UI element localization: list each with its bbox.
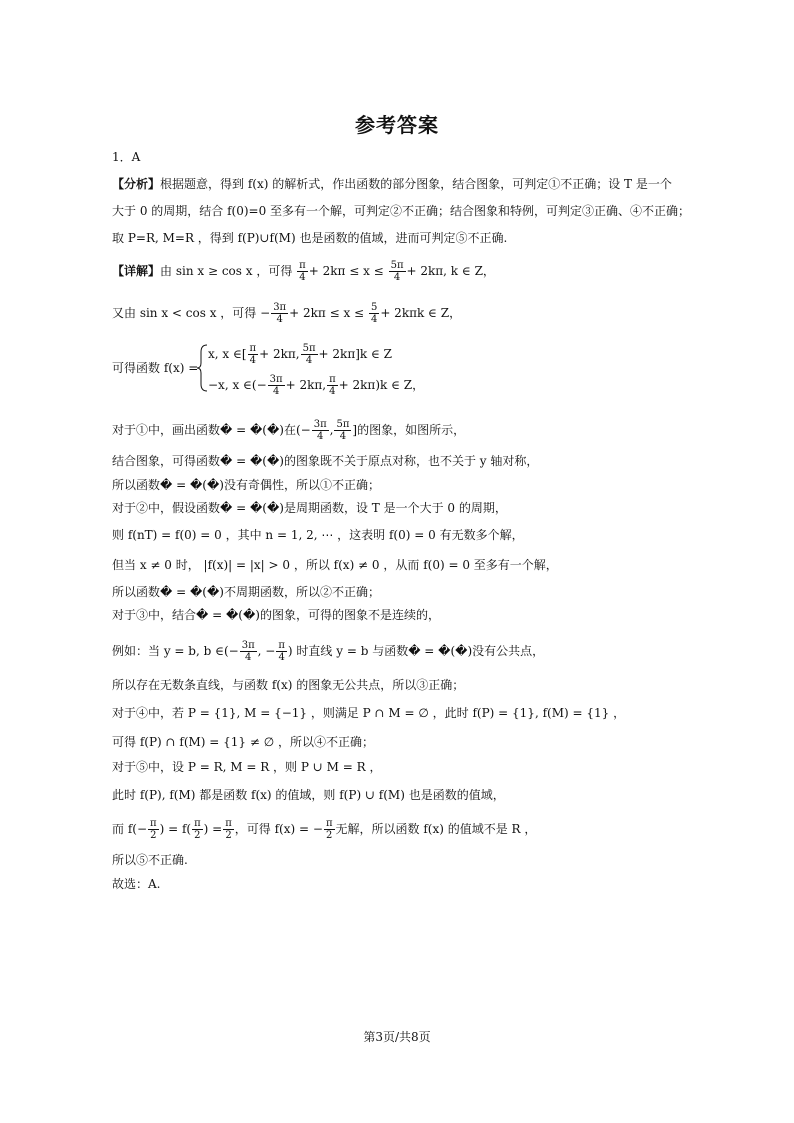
fraction: $\frac{5\pi}{4}$: [336, 419, 350, 442]
question-label: 1．A: [112, 150, 141, 164]
detail-line-12: 例如：当 y = b, b ∈(− $\frac{3\pi}{4}$ , − $\frac{\pi}{4}$ ) 时直线 y = b 与函数� = �(�)没有公共点，: [112, 640, 545, 663]
fraction: $\frac{3\pi}{4}$: [241, 640, 255, 663]
detail-label: 【详解】: [112, 264, 161, 278]
brace-icon: [195, 344, 209, 392]
detail-line-2: 又由 sin x < cos x ，可得 − $\frac{3\pi}{4}$ + 2kπ ≤ x ≤ $\frac{5}{4}$ + 2kπk ∈ Z，: [112, 302, 462, 325]
detail-line-18: 而 f(− $\frac{\pi}{2}$ ) = f( $\frac{\pi}{2}$ ) = $\frac{\pi}{2}$ ，可得 f(x) = − $\frac{\pi}{2}$ 无解，所以函数 f(x) 的值域不是 R ，: [112, 818, 537, 841]
detail-line-5: 结合图象，可得函数� = �(�)的图象既不关于原点对称，也不关于 y 轴对称，: [112, 454, 539, 468]
detail-line-14: 对于④中，若 P = {1}, M = {−1} ，则满足 P ∩ M = ∅ ，此时 f(P) = {1}, f(M) = {1} ，: [112, 706, 626, 720]
fraction: $\frac{\pi}{4}$: [278, 640, 285, 663]
detail-line-9: 但当 x ≠ 0 时， |f(x)| = |x| > 0 ，所以 f(x) ≠ 0 ，从而 f(0) = 0 至多有一个解，: [112, 558, 558, 572]
detail-line-10: 所以函数� = �(�)不周期函数，所以②不正确；: [112, 585, 380, 599]
fraction: $\frac{\pi}{4}$: [299, 260, 306, 283]
fraction: $\frac{\pi}{2}$: [150, 818, 157, 841]
fraction: $\frac{3\pi}{4}$: [269, 374, 283, 397]
analysis-line-1: 【分析】根据题意，得到 f(x) 的解析式，作出函数的部分图象，结合图象，可判定①不正确；设 T 是一个: [112, 177, 672, 191]
fraction: $\frac{5}{4}$: [370, 302, 378, 325]
detail-line-11: 对于③中，结合� = �(�)的图象，可得的图象不是连续的，: [112, 608, 440, 622]
fraction: $\frac{5\pi}{4}$: [390, 260, 404, 283]
detail-line-20: 故选：A.: [112, 877, 161, 891]
piecewise-label: 可得函数 f(x) =: [112, 361, 199, 375]
page-title: 参考答案: [355, 113, 439, 137]
analysis-line-3: 取 P=R, M=R ，得到 f(P)∪f(M) 也是函数的值域，进而可判定⑤不正确.: [112, 231, 508, 245]
detail-line-16: 对于⑤中，设 P = R, M = R ，则 P ∪ M = R ，: [112, 760, 382, 774]
detail-line-8: 则 f(nT) = f(0) = 0 ，其中 n = 1, 2, ⋯ ，这表明 f(0) = 0 有无数多个解，: [112, 528, 524, 542]
detail-line-13: 所以存在无数条直线，与函数 f(x) 的图象无公共点，所以③正确；: [112, 678, 465, 692]
detail-line-19: 所以⑤不正确.: [112, 853, 188, 867]
fraction: $\frac{\pi}{2}$: [194, 818, 201, 841]
fraction: $\frac{3\pi}{4}$: [273, 302, 287, 325]
detail-line-17: 此时 f(P), f(M) 都是函数 f(x) 的值域，则 f(P) ∪ f(M) 也是函数的值域，: [112, 788, 505, 802]
detail-line-7: 对于②中，假设函数� = �(�)是周期函数，设 T 是一个大于 0 的周期，: [112, 501, 507, 515]
analysis-line-2: 大于 0 的周期，结合 f(0)=0 至多有一个解，可判定②不正确；结合图象和特例，可判定③正确、④不正确；: [112, 204, 691, 218]
fraction: $\frac{5\pi}{4}$: [302, 343, 316, 366]
fraction: $\frac{3\pi}{4}$: [313, 419, 327, 442]
detail-line-1: 【详解】由 sin x ≥ cos x ，可得 $\frac{\pi}{4}$ + 2kπ ≤ x ≤ $\frac{5\pi}{4}$ + 2kπ, k ∈ Z，: [112, 260, 495, 283]
piecewise-case-1: x, x ∈[ $\frac{\pi}{4}$ + 2kπ, $\frac{5\pi}{4}$ + 2kπ]k ∈ Z: [208, 343, 393, 366]
analysis-label: 【分析】: [112, 177, 161, 191]
page-number: 第3页/共8页: [363, 1030, 431, 1044]
detail-line-6: 所以函数� = �(�)没有奇偶性，所以①不正确；: [112, 478, 380, 492]
detail-line-4: 对于①中，画出函数� = �(�)在(− $\frac{3\pi}{4}$ , $\frac{5\pi}{4}$ ]的图象，如图所示，: [112, 419, 466, 442]
piecewise-case-2: −x, x ∈(− $\frac{3\pi}{4}$ + 2kπ, $\frac{\pi}{4}$ + 2kπ)k ∈ Z，: [208, 374, 425, 397]
fraction: $\frac{\pi}{2}$: [225, 818, 232, 841]
detail-line-15: 可得 f(P) ∩ f(M) = {1} ≠ ∅ ，所以④不正确；: [112, 735, 375, 749]
fraction: $\frac{\pi}{2}$: [325, 818, 333, 841]
fraction: $\frac{\pi}{4}$: [329, 374, 336, 397]
fraction: $\frac{\pi}{4}$: [249, 343, 257, 366]
